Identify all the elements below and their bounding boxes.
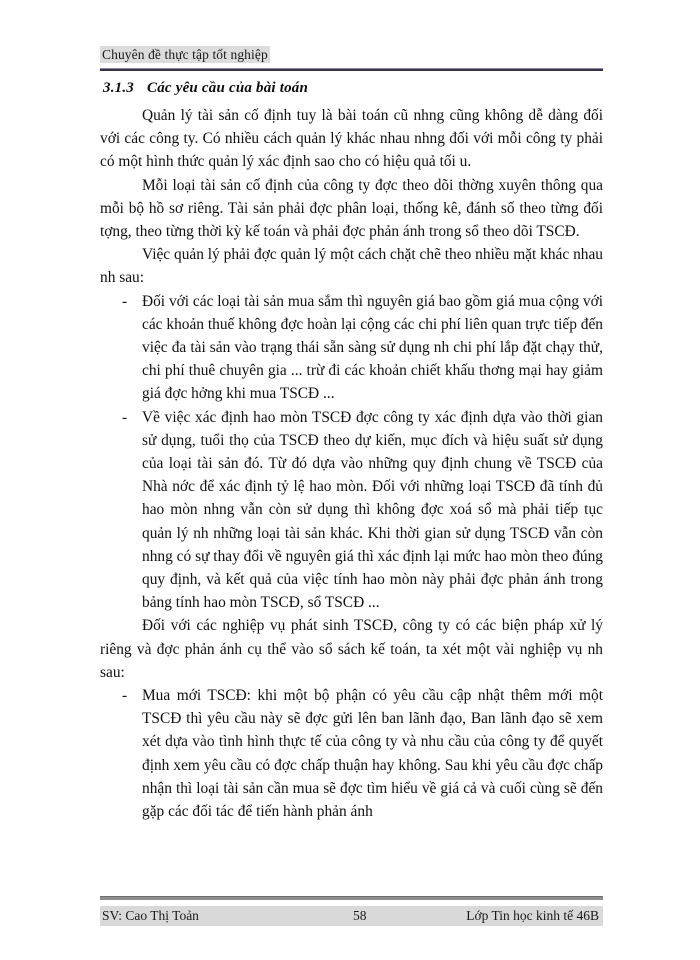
section-heading [103,80,308,97]
page-body [100,104,603,823]
footer-class-name: Lớp Tin học kinh tế 46B [466,908,599,923]
bullet-dash-icon: - [122,687,128,705]
bullet-dash-icon: - [122,408,128,426]
list-item-text: Về việc xác định hao mòn TSCĐ đợc công ty xác định dựa vào thời gian sử dụng, tuổi thọ của TSCĐ theo dự kiến, mục đích và hiệu suất sử dụng của loại tài sản đó. Từ đó dựa vào những quy định chung về TSCĐ của Nhà nớc để xác định tỷ lệ hao mòn. Đối với những loại TSCĐ đã tính đủ hao mòn nhng vẫn còn sử dụng thì không đợc xoá sổ mà phải tiếp tục quản lý nh những loại tài sản khác. Khi thời gian sử dụng TSCĐ vẫn còn nhng có sự thay đổi về nguyên giá thì xác định lại mức hao mòn theo đúng quy định, và kết quả của việc tính hao mòn này phải đợc phản ánh trong bảng tính hao mòn TSCĐ, sổ TSCĐ ... [142,408,603,612]
footer-student-name: SV: Cao Thị Toản [102,908,199,923]
bullet-dash-icon: - [122,292,128,310]
list-item [100,406,603,615]
section-number: 3.1.3 [103,80,134,96]
running-header-title: Chuyên đề thực tập tốt nghiệp [102,47,268,62]
paragraph: Quản lý tài sản cố định tuy là bài toán cũ nhng cũng không dễ dàng đối với các công ty. Có nhiều cách quản lý khác nhau nhng đối với mỗi công ty phải có một hình thức quản lý xác định sao cho có hiệu quả tối u. [100,107,603,171]
running-header [100,46,603,64]
section-title: Các yêu cầu của bài toán [147,80,309,96]
bullet-list [100,684,603,823]
paragraph: Đối với các nghiệp vụ phát sinh TSCĐ, công ty có các biện pháp xử lý riêng và đợc phản ánh cụ thể vào sổ sách kế toán, ta xét một vài nghiệp vụ nh sau: [100,617,603,681]
list-item-text: Đối với các loại tài sản mua sắm thì nguyên giá bao gồm giá mua cộng với các khoản thuế không đợc hoàn lại cộng các chi phí liên quan trực tiếp đến việc đa tài sản vào trạng thái sẵn sàng sử dụng nh chi phí lắp đặt chạy thử, chi phí thuê chuyên gia ... trừ đi các khoản chiết khấu thơng mại hay giảm giá đợc hởng khi mua TSCĐ ... [142,292,603,403]
list-item [100,290,603,406]
list-item-text: Mua mới TSCĐ: khi một bộ phận có yêu cầu cập nhật thêm mới một TSCĐ thì yêu cầu này sẽ đợc gửi lên ban lãnh đạo, Ban lãnh đạo sẽ xem xét dựa vào tình hình thực tế của công ty và nhu cầu của công ty để quyết định xem yêu cầu có đợc chấp thuận hay không. Sau khi yêu cầu đợc chấp nhận thì loại tài sản cần mua sẽ đợc tìm hiểu về giá cả và cuối cùng sẽ đến gặp các đối tác để tiến hành phản ánh [142,687,603,821]
list-item [100,684,603,823]
header-divider [100,68,603,71]
footer-divider [100,896,603,900]
running-footer [100,906,603,926]
paragraph: Việc quản lý phải đợc quản lý một cách chặt chẽ theo nhiều mặt khác nhau nh sau: [100,246,603,287]
paragraph: Mỗi loại tài sản cố định của công ty đợc theo dõi thờng xuyên thông qua mỗi bộ hồ sơ riêng. Tài sản phải đợc phân loại, thống kê, đánh số theo từng đối tợng, theo từng thời kỳ kế toán và phải đợc phản ánh trong sổ theo dõi TSCĐ. [100,176,603,241]
bullet-list [100,290,603,615]
page-number: 58 [353,908,367,923]
